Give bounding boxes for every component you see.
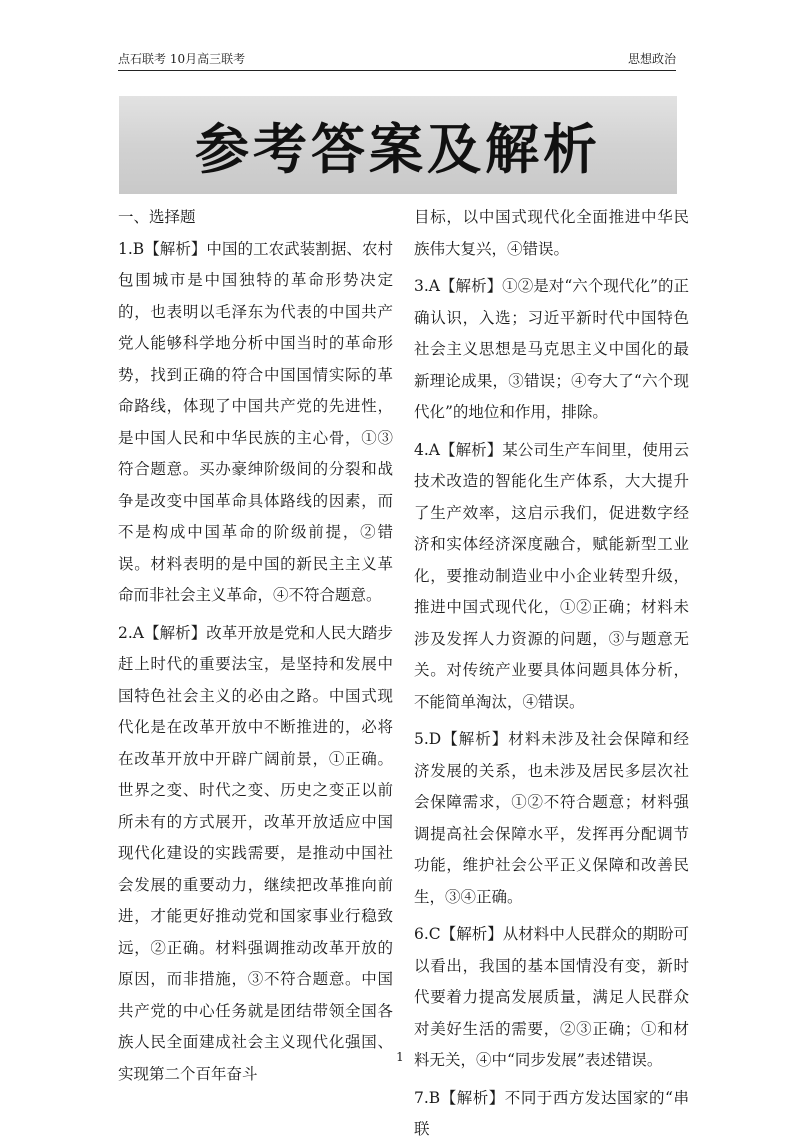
answer-3: 3.A【解析】①②是对“六个现代化”的正确认识，入选；习近平新时代中国特色社会主义思想是马克思主义中国化的最新理论成果，③错误；④夸大了“六个现代化”的地位和作用，排除。 xyxy=(414,277,689,421)
answer-7: 7.B【解析】不同于西方发达国家的“串联 xyxy=(414,1088,689,1138)
answer-2: 2.A【解析】改革开放是党和人民大踏步赶上时代的重要法宝，是坚持和发展中国特色社会主义的必由之路。中国式现代化是在改革开放中不断推进的，必将在改革开放中开辟广阔前景，①正确。世界之变、时代之变、历史之变正以前所未有的方式展开，改革开放适应中国现代化建设的实践需要，是推动中国社会发展的重要动力，继续把改革推向前进，才能更好推动党和国家事业行稳致远，②正确。材料强调推动改革开放的原因，而非措施，③不符合题意。中国共产党的中心任务就是团结带领全国各族人民全面建成社会主义现代化强国、实现第二个百年奋斗 xyxy=(118,623,393,1083)
answer-4: 4.A【解析】某公司生产车间里，使用云技术改造的智能化生产体系，大大提升了生产效率，这启示我们，促进数字经济和实体经济深度融合，赋能新型工业化，要推动制造业中小企业转型升级，推进中国式现代化，①②正确；材料未涉及发挥人力资源的问题，③与题意无关。对传统产业要具体问题具体分析，不能简单淘汰，④错误。 xyxy=(414,440,689,711)
section-title: 一、选择题 xyxy=(118,208,196,226)
header-exam-name: 点石联考 10月高三联考 xyxy=(118,52,246,66)
answer-1: 1.B【解析】中国的工农武装割据、农村包围城市是中国独特的革命形势决定的，也表明以毛泽东为代表的中国共产党人能够科学地分析中国当时的革命形势，找到正确的符合中国国情实际的革命路线，体现了中国共产党的先进性，是中国人民和中华民族的主心骨，①③符合题意。买办豪绅阶级间的分裂和战争是改变中国革命具体路线的因素，而不是构成中国革命的阶级前提，②错误。材料表明的是中国的新民主主义革命而非社会主义革命，④不符合题意。 xyxy=(118,239,393,604)
left-column xyxy=(118,202,393,1090)
header-subject: 思想政治 xyxy=(627,52,676,66)
answer-6: 6.C【解析】从材料中人民群众的期盼可以看出，我国的基本国情没有变，新时代要着力提高发展质量，满足人民群众对美好生活的需要，②③正确；①和材料无关，④中“同步发展”表述错误。 xyxy=(414,925,689,1069)
page-header xyxy=(118,50,676,71)
answer-5: 5.D【解析】材料未涉及社会保障和经济发展的关系，也未涉及居民多层次社会保障需求，①②不符合题意；材料强调提高社会保障水平，发挥再分配调节功能，维护社会公平正义保障和改善民生，③④正确。 xyxy=(414,730,689,906)
page-number: 1 xyxy=(396,1050,404,1064)
answer-2-continued: 目标，以中国式现代化全面推进中华民族伟大复兴，④错误。 xyxy=(414,208,689,258)
right-column xyxy=(414,202,689,1146)
page-title: 参考答案及解析 xyxy=(195,117,601,181)
title-banner xyxy=(119,96,677,194)
